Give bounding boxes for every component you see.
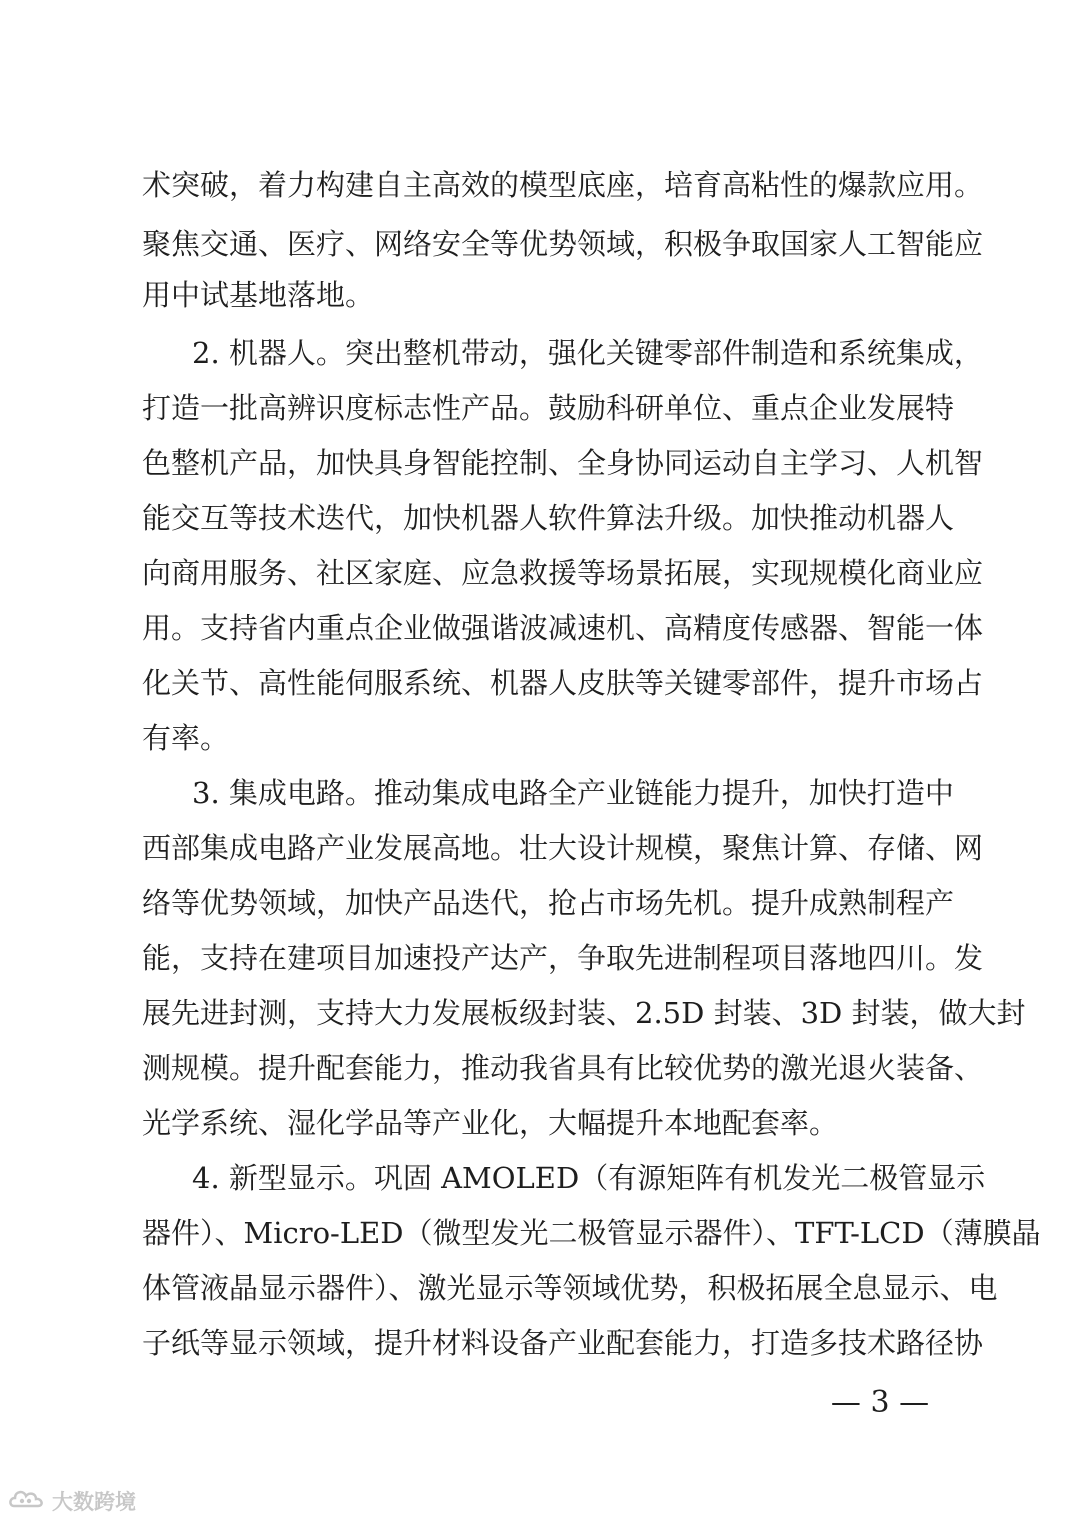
watermark-text: 大数跨境 (52, 1490, 136, 1514)
text-line: 有率。 (142, 721, 230, 755)
text-line: 器件）、Micro-LED（微型发光二极管显示器件）、TFT-LCD（薄膜晶 (142, 1216, 1041, 1250)
text-line: 能，支持在建项目加速投产达产，争取先进制程项目落地四川。发 (142, 941, 984, 975)
text-line: 子纸等显示领域，提升材料设备产业配套能力，打造多技术路径协 (142, 1326, 984, 1360)
text-line: 络等优势领域，加快产品迭代，抢占市场先机。提升成熟制程产 (142, 886, 955, 920)
text-line: 聚焦交通、医疗、网络安全等优势领域，积极争取国家人工智能应 (142, 227, 984, 261)
watermark (8, 1484, 136, 1518)
text-line: 打造一批高辨识度标志性产品。鼓励科研单位、重点企业发展特 (142, 391, 955, 425)
text-line: 展先进封测，支持大力发展板级封装、2.5D 封装、3D 封装，做大封 (142, 996, 1026, 1030)
text-line: 用中试基地落地。 (142, 278, 375, 312)
text-line: 光学系统、湿化学品等产业化，大幅提升本地配套率。 (142, 1106, 839, 1140)
cloud-logo-icon (8, 1486, 48, 1516)
text-line: 3. 集成电路。推动集成电路全产业链能力提升，加快打造中 (192, 776, 954, 810)
text-line: 用。支持省内重点企业做强谐波减速机、高精度传感器、智能一体 (142, 611, 984, 645)
text-line: 2. 机器人。突出整机带动，强化关键零部件制造和系统集成， (192, 336, 983, 370)
text-line: 向商用服务、社区家庭、应急救援等场景拓展，实现规模化商业应 (142, 556, 984, 590)
text-line: 测规模。提升配套能力，推动我省具有比较优势的激光退火装备、 (142, 1051, 984, 1085)
text-line: 化关节、高性能伺服系统、机器人皮肤等关键零部件，提升市场占 (142, 666, 984, 700)
text-line: 体管液晶显示器件）、激光显示等领域优势，积极拓展全息显示、电 (142, 1271, 998, 1305)
text-line: 能交互等技术迭代，加快机器人软件算法升级。加快推动机器人 (142, 501, 955, 535)
text-line: 术突破，着力构建自主高效的模型底座，培育高粘性的爆款应用。 (142, 168, 984, 202)
text-line: 4. 新型显示。巩固 AMOLED（有源矩阵有机发光二极管显示 (192, 1161, 986, 1195)
text-line: 西部集成电路产业发展高地。壮大设计规模，聚焦计算、存储、网 (142, 831, 984, 865)
page-number: — 3 — (830, 1385, 930, 1420)
text-line: 色整机产品，加快具身智能控制、全身协同运动自主学习、人机智 (142, 446, 984, 480)
